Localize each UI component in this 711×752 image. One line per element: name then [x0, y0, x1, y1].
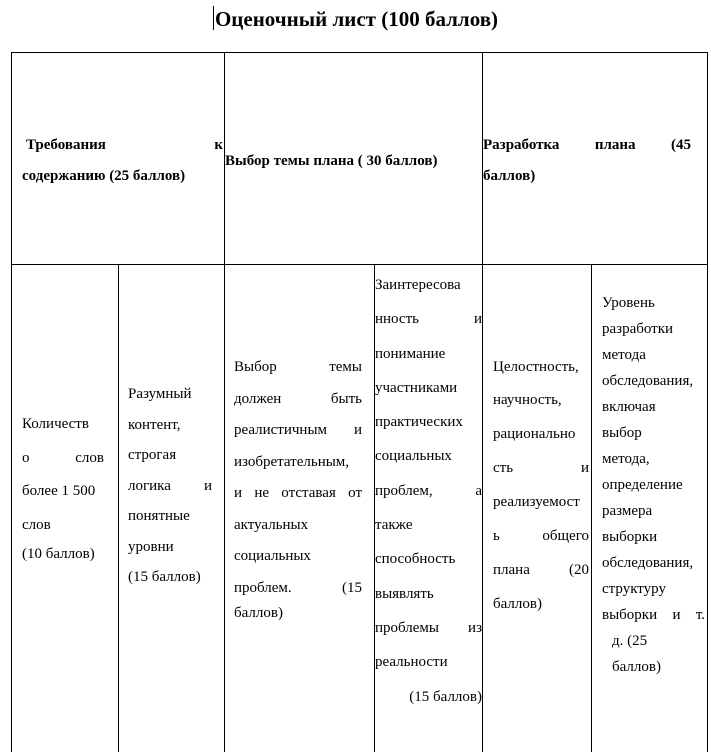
cell-line: выборки: [602, 529, 658, 545]
cell-line: (15 баллов): [128, 569, 201, 585]
cell-line: актуальных: [234, 516, 309, 533]
cell-line: понятные: [128, 508, 190, 524]
cell-topic-choice: [234, 352, 362, 630]
cell-line: более 1 500: [22, 483, 96, 499]
cell-line: Выбор темы: [234, 359, 362, 375]
table-subdivider-3: [591, 264, 592, 752]
cell-line: Количеств: [22, 416, 89, 432]
cell-line: логика и: [128, 477, 212, 494]
cell-line: Разумный: [128, 386, 192, 402]
cell-line: рациональнo: [493, 426, 576, 442]
cell-line: обследования,: [602, 373, 694, 389]
cell-line: слов: [22, 516, 51, 533]
page-title: [0, 6, 711, 32]
cell-line: сть и: [493, 460, 589, 476]
cell-line: выборки и т.: [602, 607, 705, 623]
cell-line: также: [375, 517, 413, 534]
header-text: (45: [671, 137, 691, 153]
header-plan-development: [483, 130, 691, 192]
cell-line: разработки: [602, 321, 674, 337]
table-subdivider-1: [118, 264, 119, 752]
cell-interest-understanding: [375, 268, 482, 714]
cell-line: Целостность,: [493, 359, 579, 375]
cell-line: баллов): [612, 659, 661, 675]
cell-line: проблем, а: [375, 482, 482, 499]
cell-line: баллов): [234, 605, 283, 621]
evaluation-table: [11, 52, 708, 752]
header-text: баллов): [483, 168, 536, 184]
cell-line: уровни: [128, 538, 174, 555]
header-text: к: [214, 137, 223, 153]
cell-line: проблемы из: [375, 619, 482, 636]
cell-line: (10 баллов): [22, 546, 95, 562]
cell-line: плана (20: [493, 562, 589, 578]
cell-line: д. (25: [612, 633, 648, 649]
cell-integrity: [493, 352, 589, 619]
header-text: Разработка: [483, 137, 560, 153]
cell-line: размера: [602, 503, 653, 519]
cell-line: участниками: [375, 379, 458, 396]
table-header-line: [11, 264, 708, 265]
cell-line: научность,: [493, 392, 562, 408]
cell-line: метода: [602, 347, 646, 363]
cell-line: баллов): [493, 596, 542, 612]
cell-line: социальных: [234, 548, 311, 564]
cell-line: метода,: [602, 451, 650, 467]
cell-line: (15 баллов): [409, 688, 482, 705]
cell-line: Заинтересова: [375, 277, 461, 293]
header-text: содержанию (25 баллов): [22, 168, 186, 184]
header-topic-choice: [225, 146, 482, 177]
cell-line: строгая: [128, 447, 177, 463]
cell-word-count: [22, 408, 104, 572]
cell-line: структуру: [602, 581, 666, 597]
table-border-top: [11, 52, 708, 53]
cell-line: должен быть: [234, 390, 362, 407]
cell-line: выбор: [602, 425, 642, 441]
cell-line: контент,: [128, 416, 181, 433]
table-border-right: [707, 52, 708, 752]
cell-line: включая: [602, 399, 656, 415]
cell-line: практических: [375, 414, 463, 431]
cell-line: о слов: [22, 449, 104, 466]
cell-line: реалистичным и: [234, 422, 362, 438]
cell-line: способность: [375, 551, 456, 568]
cell-content-logic: [128, 379, 212, 593]
cell-line: реальности: [375, 654, 448, 671]
header-text: Выбор темы плана ( 30 баллов): [225, 153, 438, 169]
cell-line: реализуемост: [493, 494, 580, 510]
cell-line: нность и: [375, 311, 482, 328]
cell-line: изобретательным,: [234, 453, 350, 470]
header-content-requirements: [24, 130, 223, 192]
title-text: Оценочный лист (100 баллов): [214, 7, 499, 31]
table-border-left: [11, 52, 12, 752]
header-text: плана: [594, 137, 636, 153]
cell-line: понимание: [375, 345, 446, 362]
cell-line: и не отставая от: [234, 485, 362, 501]
cell-line: социальных: [375, 448, 452, 465]
cell-line: ь общего: [493, 528, 589, 544]
cell-line: обследования,: [602, 555, 694, 571]
cell-method-development: [602, 290, 705, 680]
header-text: Требования: [26, 137, 106, 153]
cell-line: Уровень: [602, 295, 655, 311]
text-cursor: [213, 6, 214, 30]
cell-line: проблем. (15: [234, 579, 362, 596]
cell-line: выявлять: [375, 585, 434, 602]
cell-line: определение: [602, 477, 683, 493]
